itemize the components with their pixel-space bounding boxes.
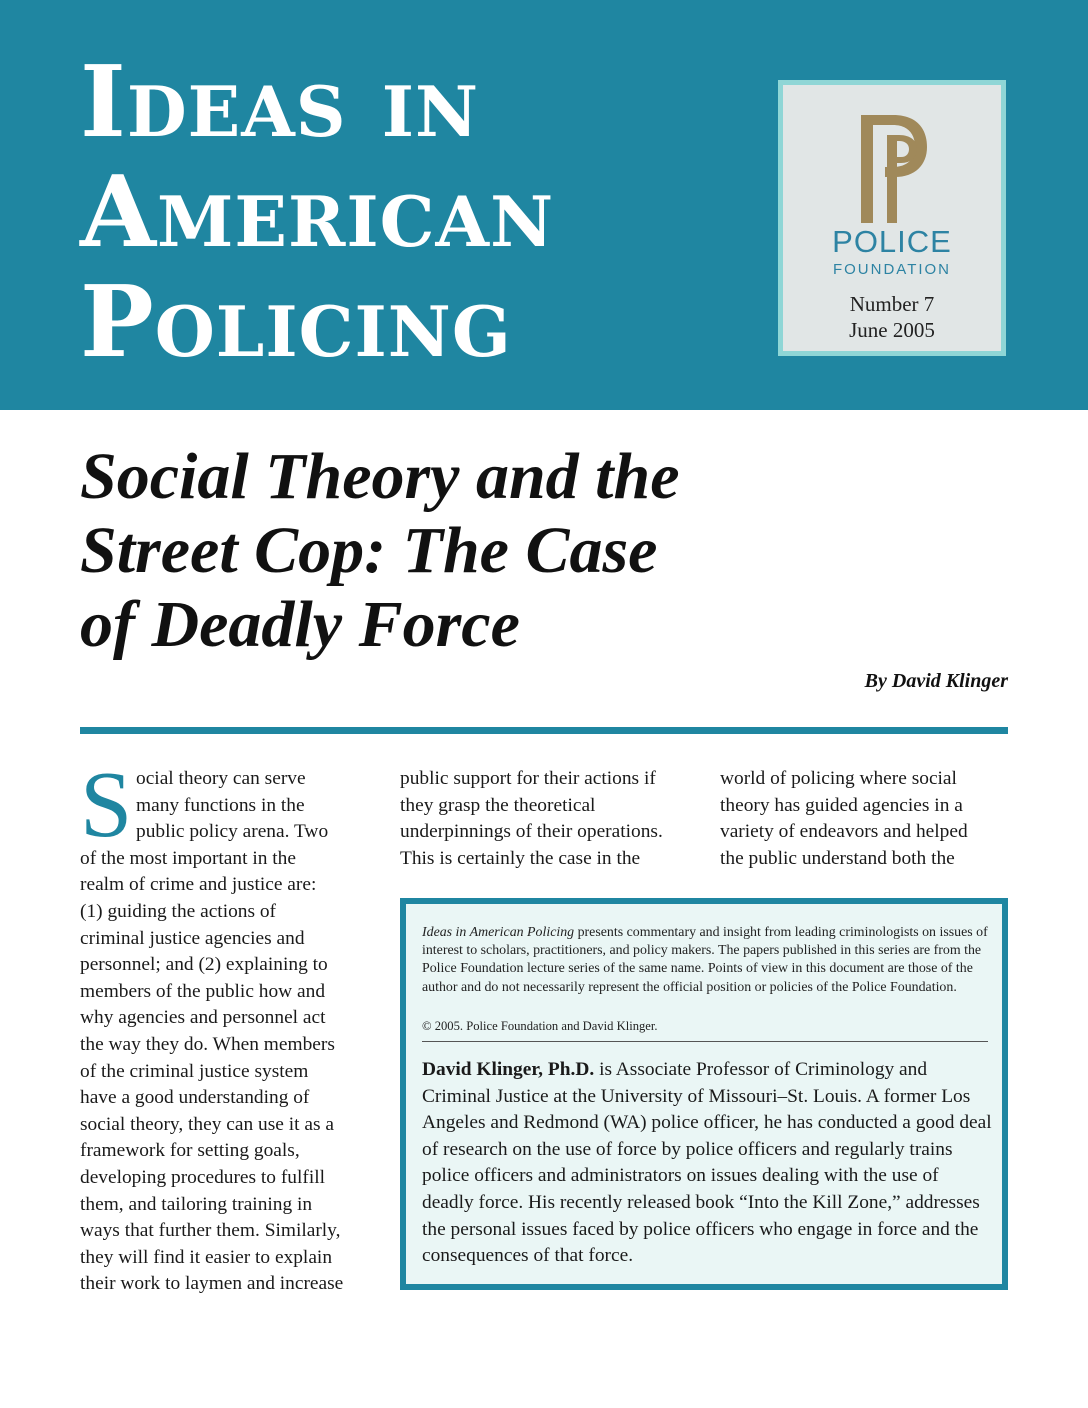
body-column-2 (400, 766, 692, 872)
copyright-notice: © 2005. Police Foundation and David Klinger. (422, 1019, 658, 1033)
header-banner (0, 0, 1088, 410)
article-title-line-3: of Deadly Force (80, 588, 520, 661)
article-title (80, 440, 880, 662)
body-line: why agencies and personnel act (80, 1007, 326, 1029)
body-line: of the most important in the (80, 847, 296, 869)
body-column-1 (80, 753, 370, 1298)
issue-date: June 2005 (849, 318, 935, 342)
series-title-line-1: Ideas in (80, 45, 480, 160)
body-line: social theory, they can use it as a (80, 1113, 334, 1135)
body-line: ocial theory can serve (136, 768, 306, 789)
body-line: ways that further them. Similarly, (80, 1220, 341, 1242)
body-line: them, and tailoring training in (80, 1193, 313, 1215)
author-name: David Klinger, Ph.D. (422, 1059, 595, 1080)
body-line: developing procedures to fulfill (80, 1166, 326, 1188)
series-description-text: presents commentary and insight from leading criminologists on issues of interest to scholars, practitioners, and policy makers. The papers published in this series are from the Police Foundation lecture series of the same name. Points of view in this document are those of the author and do not necessarily represent the official position or policies of the Police Foundation. (422, 925, 988, 995)
series-title (80, 45, 555, 380)
body-line: personnel; and (2) explaining to (80, 954, 328, 976)
issue-number: Number 7 (849, 292, 935, 316)
body-line: underpinnings of their operations. (400, 821, 663, 843)
body-line: public support for their actions if (400, 768, 656, 789)
logo-police-text: POLICE (832, 224, 952, 259)
police-foundation-logo-icon (855, 107, 935, 225)
series-info-box (400, 898, 1008, 1290)
logo-foundation-text: FOUNDATION (832, 261, 952, 278)
body-line: the way they do. When members (80, 1033, 335, 1055)
section-divider (80, 727, 1008, 734)
body-line: their work to laymen and increase (80, 1273, 344, 1295)
body-line: members of the public how and (80, 980, 326, 1002)
body-line: framework for setting goals, (80, 1140, 300, 1162)
body-line: (1) guiding the actions of (80, 900, 277, 922)
series-name: Ideas in American Policing (422, 925, 575, 940)
body-line: This is certainly the case in the (400, 847, 641, 869)
body-column-3 (720, 766, 1012, 872)
info-divider (422, 1041, 988, 1042)
article-title-line-2: Street Cop: The Case (80, 514, 658, 587)
body-line: have a good understanding of (80, 1087, 310, 1109)
drop-cap: S (80, 753, 133, 857)
body-line: world of policing where social (720, 768, 957, 789)
series-title-line-3: Policing (80, 265, 512, 380)
article-title-line-1: Social Theory and the (80, 440, 680, 513)
body-line: theory has guided agencies in a (720, 794, 963, 816)
body-line: criminal justice agencies and (80, 927, 305, 949)
body-line: public policy arena. Two (136, 821, 329, 843)
body-line: realm of crime and justice are: (80, 874, 317, 896)
body-line: many functions in the (136, 794, 305, 816)
byline: By David Klinger (864, 670, 1008, 692)
author-bio-text: is Associate Professor of Criminology and Criminal Justice at the University of Missouri–St. Louis. A former Los Angeles and Redmond (WA) police officer, he has conducted a good deal of research on the use of force by police officers and regularly trains police officers and administrators on issues dealing with the use of deadly force. His recently released book “Into the Kill Zone,” addresses the personal issues faced by police officers who engage in force and the consequences of that force. (422, 1059, 992, 1267)
body-line: they grasp the theoretical (400, 794, 596, 816)
body-line: they will find it easier to explain (80, 1246, 333, 1268)
body-line: variety of endeavors and helped (720, 821, 968, 843)
author-bio (422, 1057, 994, 1270)
series-title-line-2: American (80, 155, 555, 270)
police-foundation-logo-box (778, 80, 1006, 356)
series-description (422, 924, 994, 997)
body-line: the public understand both the (720, 847, 955, 869)
body-line: of the criminal justice system (80, 1060, 309, 1082)
